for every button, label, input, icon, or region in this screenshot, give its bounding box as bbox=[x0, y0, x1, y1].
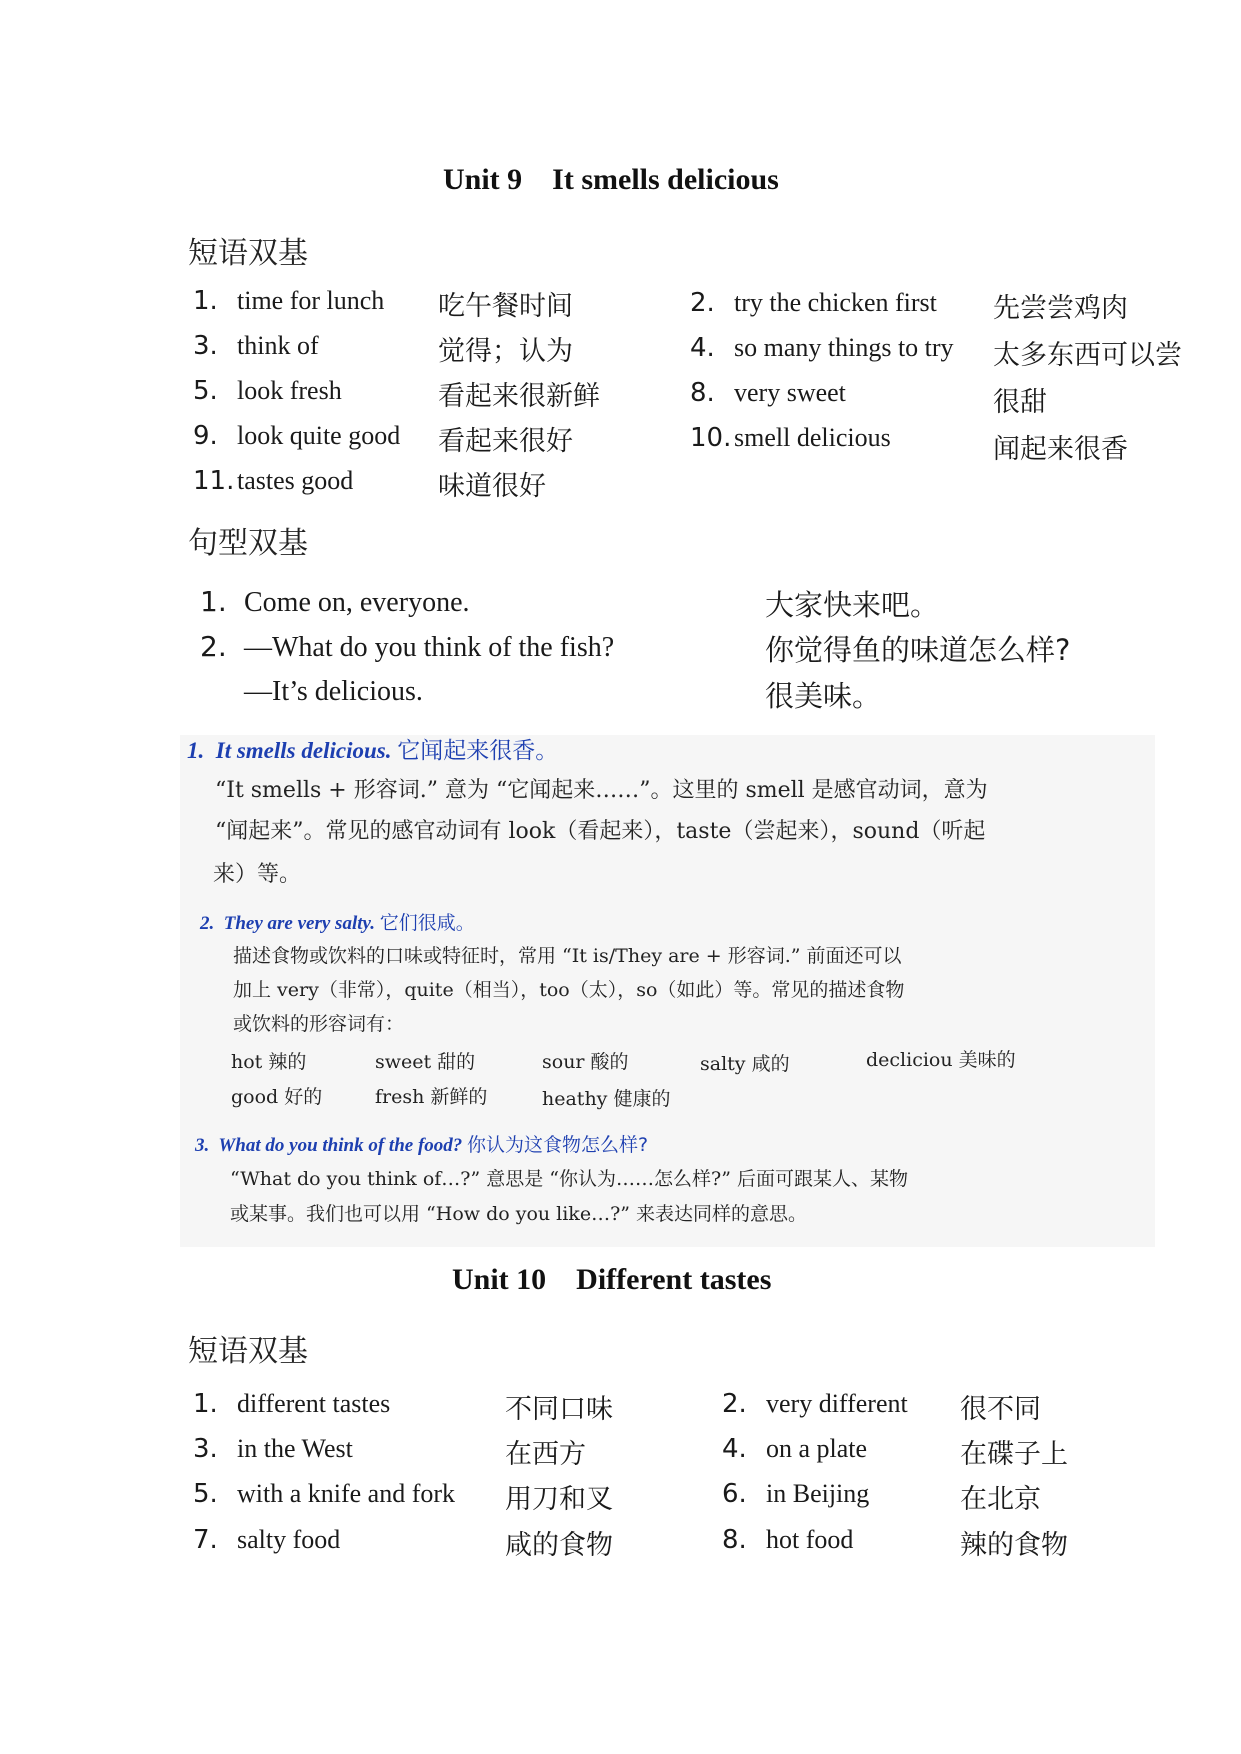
list-item: 4. so many things to try bbox=[690, 333, 954, 363]
adjective-item: good 好的 bbox=[231, 1086, 323, 1108]
list-item-translation: 先尝尝鸡肉 bbox=[993, 293, 1128, 324]
adjective-item: heathy 健康的 bbox=[542, 1088, 671, 1110]
list-item: 1. different tastes bbox=[193, 1389, 391, 1419]
unit9-title: Unit 9 It smells delicious bbox=[443, 163, 779, 196]
note-heading: 1. It smells delicious. 它闻起来很香。 bbox=[187, 738, 559, 764]
note-body-line: 描述食物或饮料的口味或特征时，常用 “It is/They are + 形容词.” 前面还可以 bbox=[233, 945, 902, 967]
adjective-item: hot 辣的 bbox=[231, 1051, 307, 1073]
adjective-item: salty 咸的 bbox=[700, 1053, 790, 1075]
note-body-line: “It smells + 形容词.” 意为 “它闻起来……”。这里的 smell 是感官动词，意为 bbox=[215, 778, 988, 803]
note-heading: 2. They are very salty. 它们很咸。 bbox=[200, 912, 475, 934]
list-item: 8. hot food bbox=[722, 1525, 854, 1555]
list-item: 6. in Beijing bbox=[722, 1479, 870, 1509]
list-item-translation: 闻起来很香 bbox=[993, 434, 1128, 465]
list-item: 11. tastes good bbox=[193, 466, 354, 496]
sentence-item: 2. —What do you think of the fish? bbox=[200, 630, 615, 663]
sentence-item: 1. Come on, everyone. bbox=[200, 585, 470, 618]
list-item: 1. time for lunch bbox=[193, 286, 385, 316]
list-item-translation: 很甜 bbox=[993, 387, 1047, 418]
list-item: 4. on a plate bbox=[722, 1434, 868, 1464]
list-item-translation: 觉得；认为 bbox=[438, 336, 573, 367]
list-item: 5. with a knife and fork bbox=[193, 1479, 456, 1509]
sentence-translation: 大家快来吧。 bbox=[765, 588, 940, 622]
list-item: 2. try the chicken first bbox=[690, 288, 937, 318]
list-item-translation: 吃午餐时间 bbox=[438, 291, 573, 322]
unit9-sentence-label: 句型双基 bbox=[188, 526, 308, 561]
unit10-title: Unit 10 Different tastes bbox=[452, 1263, 772, 1296]
list-item-translation: 辣的食物 bbox=[960, 1530, 1068, 1561]
list-item: 3. think of bbox=[193, 331, 319, 361]
list-item: 10. smell delicious bbox=[690, 423, 891, 453]
adjective-item: decliciou 美味的 bbox=[866, 1049, 1016, 1071]
note-body-line: 来）等。 bbox=[213, 862, 302, 887]
unit10-phrase-label: 短语双基 bbox=[188, 1334, 308, 1369]
unit9-phrase-label: 短语双基 bbox=[188, 236, 308, 271]
list-item-translation: 太多东西可以尝 bbox=[993, 340, 1182, 371]
note-body-line: 或饮料的形容词有： bbox=[233, 1013, 405, 1035]
list-item: 9. look quite good bbox=[193, 421, 401, 451]
list-item-translation: 很不同 bbox=[960, 1394, 1041, 1425]
list-item-translation: 在碟子上 bbox=[960, 1439, 1068, 1470]
list-item-translation: 看起来很好 bbox=[438, 426, 573, 457]
list-item-translation: 看起来很新鲜 bbox=[438, 381, 600, 412]
note-body-line: 或某事。我们也可以用 “How do you like…?” 来表达同样的意思。 bbox=[230, 1203, 808, 1225]
list-item: 3. in the West bbox=[193, 1434, 353, 1464]
list-item: 7. salty food bbox=[193, 1525, 341, 1555]
list-item-translation: 味道很好 bbox=[438, 471, 546, 502]
adjective-item: sour 酸的 bbox=[542, 1051, 629, 1073]
note-heading: 3. What do you think of the food? 你认为这食物怎么样? bbox=[195, 1134, 649, 1156]
sentence-translation: 很美味。 bbox=[765, 679, 882, 713]
adjective-item: fresh 新鲜的 bbox=[375, 1086, 488, 1108]
sentence-item: —It’s delicious. bbox=[244, 676, 423, 707]
list-item: 5. look fresh bbox=[193, 376, 342, 406]
adjective-item: sweet 甜的 bbox=[375, 1051, 476, 1073]
list-item: 8. very sweet bbox=[690, 378, 846, 408]
note-body-line: 加上 very（非常），quite（相当），too（太），so（如此）等。常见的描述食物 bbox=[233, 979, 905, 1001]
note-body-line: “What do you think of…?” 意思是 “你认为……怎么样?” 后面可跟某人、某物 bbox=[230, 1168, 908, 1190]
list-item-translation: 用刀和叉 bbox=[505, 1484, 613, 1515]
note-body-line: “闻起来”。常见的感官动词有 look（看起来），taste（尝起来），sound（听起 bbox=[215, 819, 986, 844]
list-item-translation: 在西方 bbox=[505, 1439, 586, 1470]
list-item-translation: 在北京 bbox=[960, 1484, 1041, 1515]
list-item-translation: 咸的食物 bbox=[505, 1530, 613, 1561]
sentence-translation: 你觉得鱼的味道怎么样? bbox=[765, 633, 1071, 667]
list-item: 2. very different bbox=[722, 1389, 908, 1419]
list-item-translation: 不同口味 bbox=[505, 1394, 613, 1425]
